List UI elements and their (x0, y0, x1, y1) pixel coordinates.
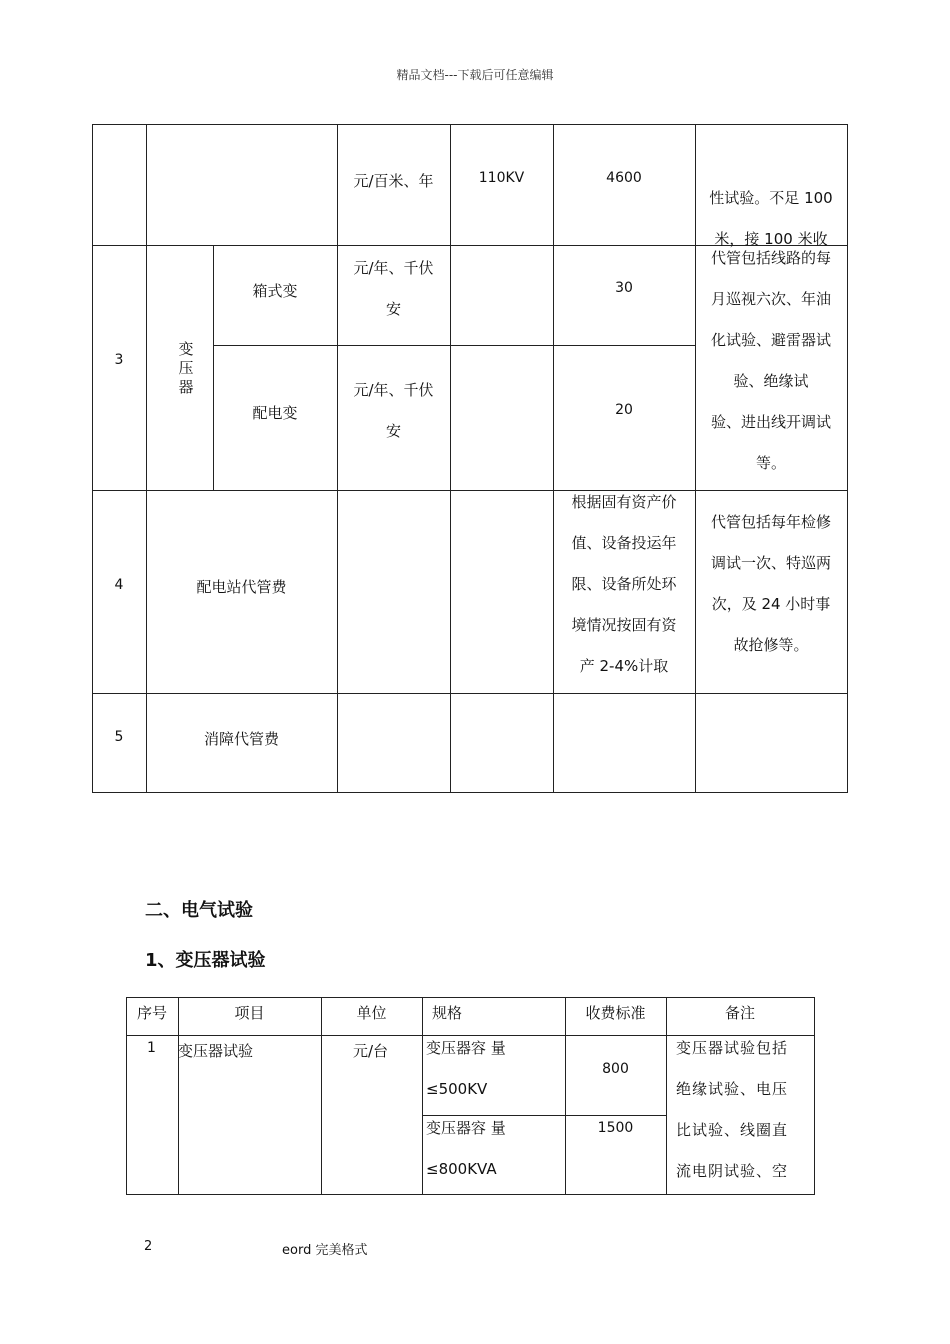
item-label: 消障代管费 (203, 730, 279, 748)
sub-item-label: 配电变 (252, 404, 298, 422)
column-header: 备注 (724, 1004, 755, 1022)
spec-label: 变压器容 量 ≤500KV (426, 1039, 506, 1098)
row-number: 1 (147, 1040, 156, 1056)
table-cell-spec: 110KV (478, 170, 525, 186)
table-cell-note: 性试验。不足 100 米，接 100 米收 (709, 189, 833, 248)
row-number: 3 (114, 352, 124, 368)
note-text: 变压器试验包括 绝缘试验、电压 比试验、线圈直 流电阴试验、空 (676, 1039, 789, 1180)
sub-item-label: 箱式变 (252, 282, 298, 300)
row-number: 4 (114, 577, 124, 593)
table-cell-unit: 元/年、千伏 安 (353, 381, 434, 440)
table-cell-note: 代管包括线路的每 月巡视六次、年油 化试验、避雷器试 验、绝缘试 验、进出线开调试 等。 (710, 249, 831, 472)
page-header: 精品文档---下载后可任意编辑 (396, 68, 554, 82)
item-label: 配电站代管费 (196, 578, 287, 596)
table-cell-price: 20 (615, 402, 633, 418)
section-subtitle: 1、变压器试验 (145, 950, 266, 971)
page-number: 2 (144, 1239, 153, 1254)
table-cell-note: 代管包括每年检修 调试一次、特巡两 次，及 24 小时事 故抢修等。 (710, 513, 831, 654)
table-cell-unit: 元/百米、年 (353, 172, 434, 190)
column-header: 规格 (432, 1004, 463, 1022)
unit-label: 元/台 (353, 1042, 389, 1060)
price-value: 800 (602, 1061, 629, 1077)
table-cell-price: 30 (615, 280, 633, 296)
table-cell-price: 4600 (606, 170, 642, 186)
table-cell-price: 根据固有资产价 值、设备投运年 限、设备所处环 境情况按固有资 产 2-4%计取 (571, 493, 677, 675)
footer-text: eord 完美格式 (282, 1243, 368, 1258)
item-label: 变压器试验 (178, 1042, 254, 1060)
column-header: 序号 (136, 1004, 167, 1022)
section-title: 二、电气试验 (145, 900, 253, 921)
category-label: 变压器 (178, 340, 194, 396)
price-value: 1500 (597, 1120, 634, 1136)
column-header: 单位 (356, 1004, 387, 1022)
spec-label: 变压器容 量 ≤800KVA (426, 1119, 506, 1178)
column-header: 项目 (234, 1004, 265, 1022)
row-number: 5 (114, 729, 124, 745)
column-header: 收费标准 (585, 1004, 646, 1022)
table-cell-unit: 元/年、千伏 安 (353, 259, 434, 318)
